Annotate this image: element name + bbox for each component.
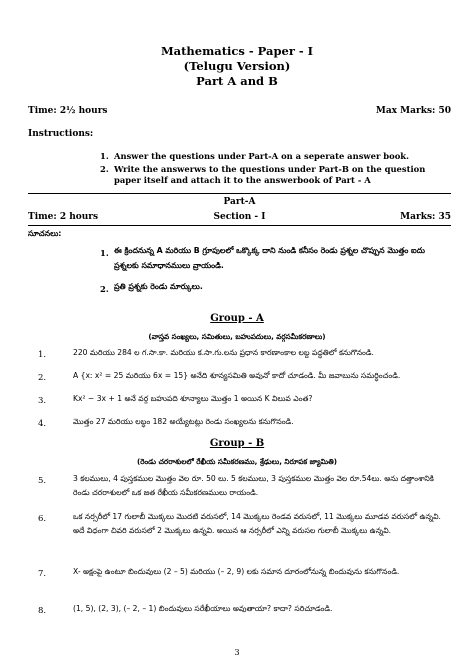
- group-a-title-text: Group - A: [210, 313, 264, 324]
- paper-subtitle: (Telugu Version): [183, 59, 291, 73]
- instruction-1-num: 1.: [100, 151, 109, 161]
- question-5-text: 3 కలములు, 4 పుస్తకముల మొత్తం వెల రూ. 50 లు. 5 కలములు, 3 పుస్తకముల మొత్తం వెల రూ.54లు. అను దత్తాంశానికి రెండు చరరాశులలో ఒక జత రేఖీయ సమీకరణములు రాయండి.: [73, 474, 434, 498]
- paper-parts: Part A and B: [196, 74, 278, 88]
- question-6-num: 6.: [38, 514, 47, 524]
- note-2-num: 2.: [100, 284, 109, 294]
- question-5-num: 5.: [38, 476, 47, 486]
- question-2-text: A {x: x² = 25 మరియు 6x = 15} అనేది శూన్యసమితి అవునో కాదో చూడండి. మీ జవాబును సమర్ధించండి.: [73, 371, 401, 380]
- question-2-num: 2.: [38, 373, 47, 383]
- part-a-time: Time: 2 hours: [28, 212, 99, 222]
- total-time: Time: 2½ hours: [28, 106, 108, 116]
- question-1-text: 220 మరియు 284 ల గ.సా.కా. మరియు క.సా.గు.లను ప్రధాన కారణాంకాల లబ్ద పద్ధతిలో కనుగొనండి.: [73, 348, 374, 357]
- group-b-title: [0, 438, 474, 449]
- question-8-num: 8.: [38, 606, 47, 616]
- divider-top: [28, 193, 451, 194]
- question-3-num: 3.: [38, 396, 47, 406]
- paper-title: Mathematics - Paper - I: [160, 44, 314, 58]
- notes-heading: సూచనలు:: [28, 229, 62, 238]
- section-title: Section - I: [213, 212, 266, 222]
- question-6-text: ఒక నర్సరీలో 17 గులాబీ మొక్కలు మొదటి వరుసలో, 14 మొక్కలు రెండవ వరుసలో, 11 మొక్కలు మూడవ వరుసలో ఉన్నవి. అదే విధంగా చివరి వరుసలో 2 మొక్కలు ఉన్నవి. అయిన ఆ నర్సరీలో ఎన్ని వరుసల గులాబీ మొక్కలు ఉన్నవి.: [73, 512, 441, 536]
- divider-section: [28, 225, 451, 226]
- max-marks: Max Marks: 50: [375, 106, 451, 116]
- instruction-2-text: Write the answerws to the questions under Part-B on the question paper itself and attach it to the answerbook of Part - A: [114, 164, 426, 185]
- instructions-heading: Instructions:: [28, 129, 94, 139]
- instruction-1-text: Answer the questions under Part-A on a seperate answer book.: [114, 151, 410, 161]
- part-a-title: Part-A: [223, 197, 256, 207]
- group-a-title: [0, 313, 474, 324]
- question-8-text: (1, 5), (2, 3), (– 2, – 1) బిందువులు సరేఖీయాలు అవుతాయా? కాదా? సరిచూడండి.: [73, 604, 333, 613]
- page-number: 3: [234, 648, 240, 657]
- group-a-subtitle: (వాస్తవ సంఖ్యలు, సమితులు, బహుపదులు, వర్గసమీకరణాలు): [148, 332, 326, 341]
- group-b-title-text: Group - B: [209, 438, 265, 449]
- note-1-num: 1.: [100, 248, 109, 258]
- instruction-2-num: 2.: [100, 164, 109, 174]
- question-4-text: మొత్తం 27 మరియు లబ్ధం 182 అయ్యేటట్లు రెండు సంఖ్యలను కనుగొనండి.: [73, 417, 294, 426]
- question-4-num: 4.: [38, 419, 47, 429]
- question-7-text: X- అక్షంపై ఉంటూ బిందువులు (2 – 5) మరియు (– 2, 9) లకు సమాన దూరంలోనున్న బిందువును కనుగొనండి.: [73, 567, 400, 576]
- group-b-subtitle: (రెండు చరరాశులలో రేఖీయ సమీకరణము, శ్రేఢులు, నిరూపక జ్యామితి): [136, 457, 338, 466]
- part-a-marks: Marks: 35: [400, 212, 451, 222]
- question-1-num: 1.: [38, 350, 47, 360]
- note-1-text: ఈ క్రిందనున్న A మరియు B గ్రూపులలో ఒక్కొక్క దాని నుండి కనీసం రెండు ప్రశ్నల చొప్పున మొత్తం ఐదు ప్రశ్నలకు సమాధానములు వ్రాయండి.: [114, 246, 425, 270]
- question-3-text: Kx² − 3x + 1 అనే వర్గ బహుపది శూన్యాలు మొత్తం 1 అయిన K విలువ ఎంత?: [73, 394, 313, 403]
- note-2-text: ప్రతి ప్రశ్నకు రెండు మార్కులు.: [114, 282, 203, 291]
- question-7-num: 7.: [38, 569, 47, 579]
